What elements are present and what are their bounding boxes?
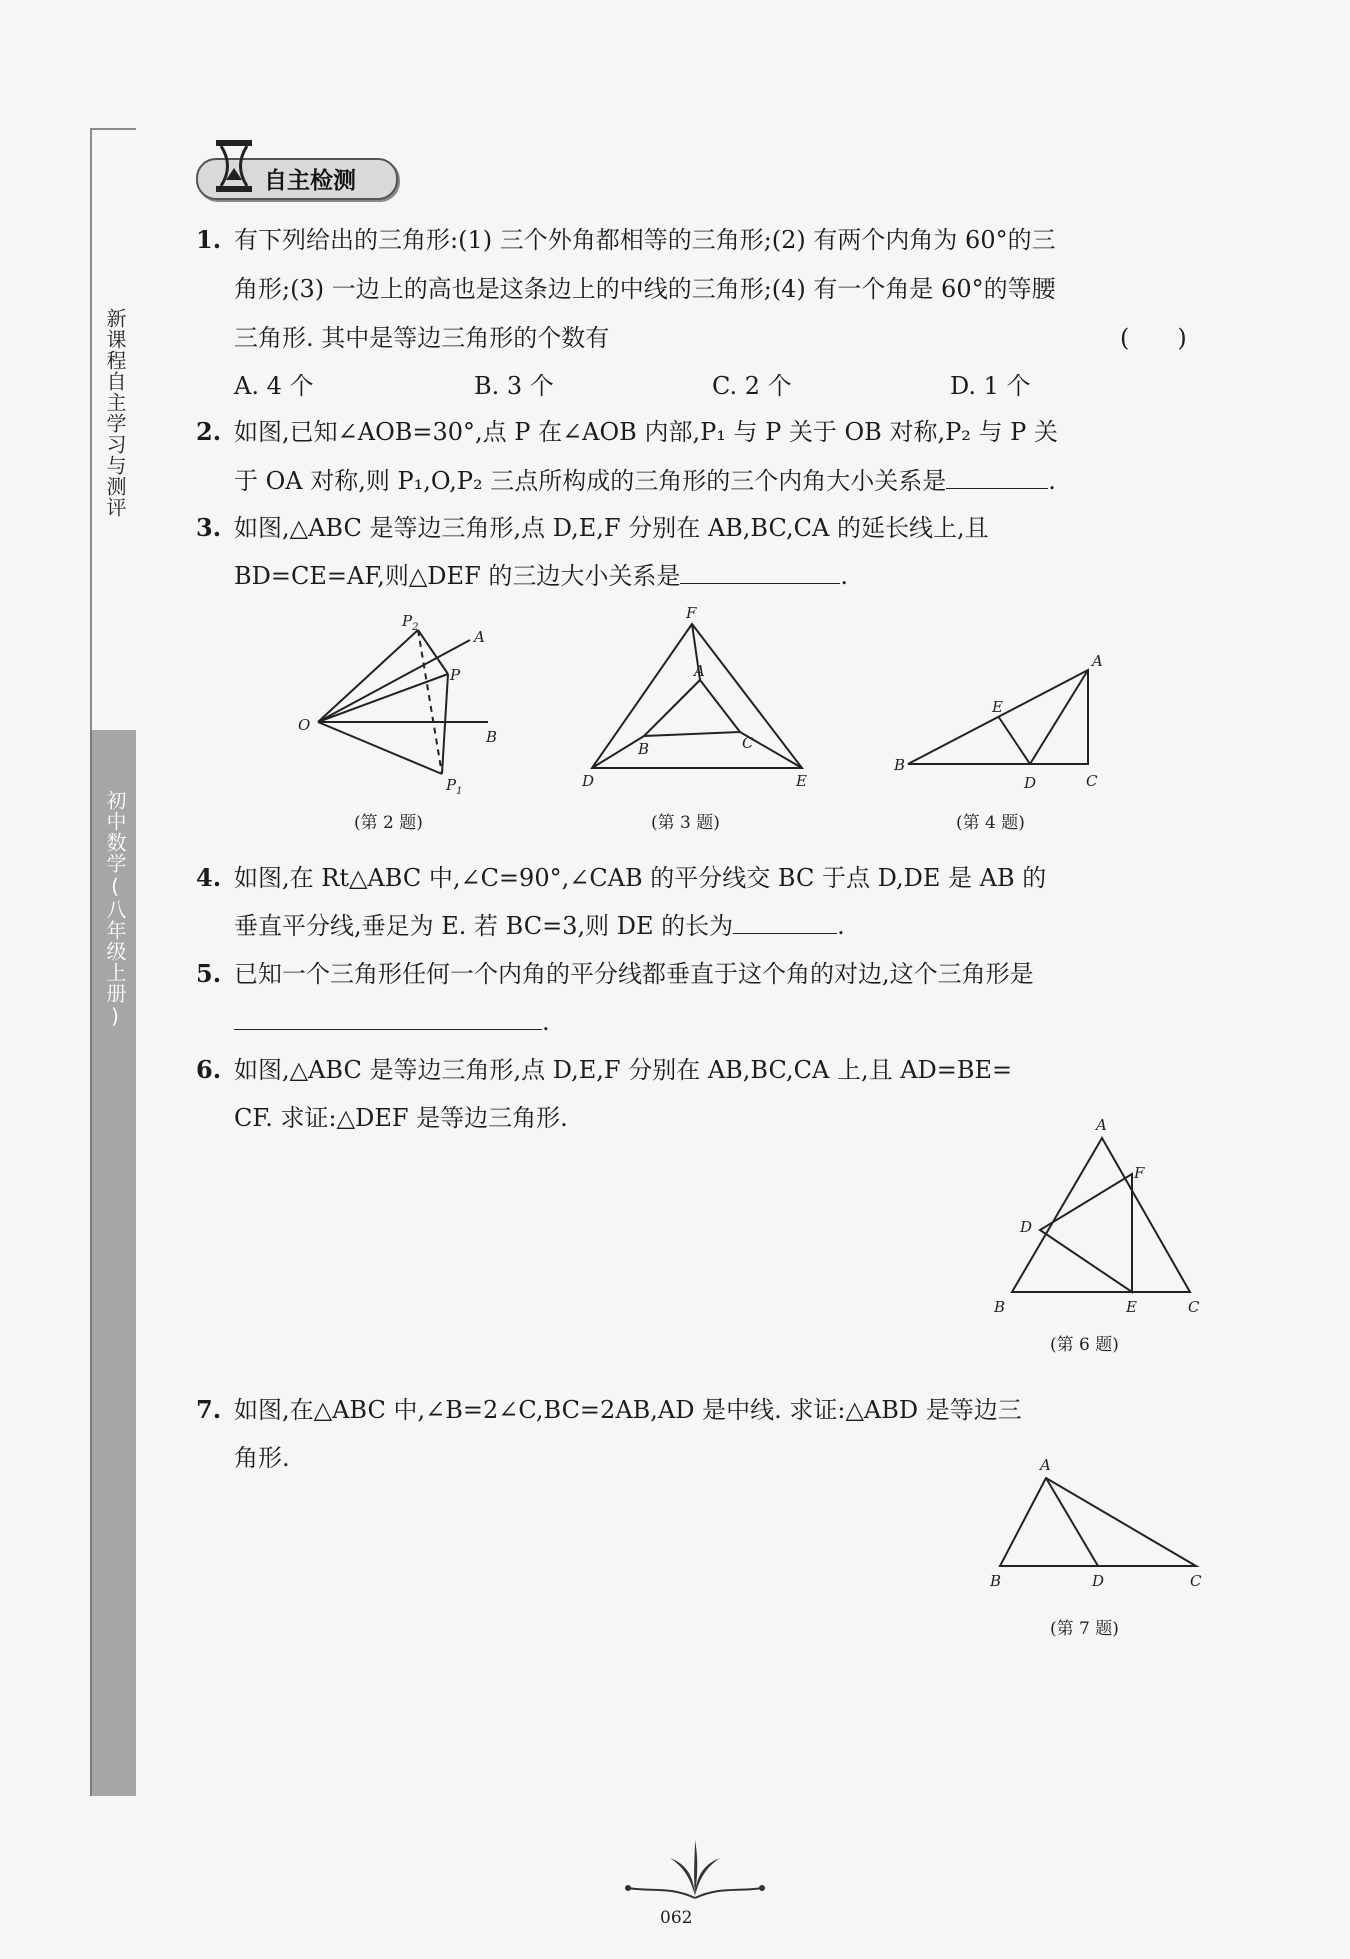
question-6: [196, 1046, 234, 1094]
question-3: [196, 504, 234, 552]
question-text: [234, 998, 550, 1046]
segment-de: [998, 716, 1030, 764]
period: .: [840, 562, 848, 590]
figure-4-caption: (第 4 题): [956, 813, 1025, 833]
label-a: A: [694, 662, 705, 680]
segment-bd: [592, 736, 644, 768]
label-e: E: [992, 698, 1003, 716]
label-b: B: [638, 740, 650, 758]
book-title: 新课程自主学习与测评: [103, 308, 127, 518]
subject-label: 初中数学(八年级上册): [103, 790, 127, 1029]
label-a: A: [1092, 652, 1103, 670]
question-text: 三角形. 其中是等边三角形的个数有: [234, 324, 610, 352]
dashed-p2p1: [418, 630, 442, 774]
question-number: 2.: [196, 417, 222, 446]
segment-ad: [1046, 1478, 1098, 1566]
question-number: 7.: [196, 1395, 222, 1424]
label-b: B: [894, 756, 906, 774]
label-b: B: [486, 728, 498, 746]
question-text: 已知一个三角形任何一个内角的平分线都垂直于这个角的对边,这个三角形是: [234, 960, 1034, 988]
option-d: D. 1 个: [950, 372, 1031, 400]
figure-7-caption: (第 7 题): [1050, 1619, 1119, 1639]
label-c: C: [1086, 772, 1098, 790]
option-c: C. 2 个: [712, 372, 792, 400]
question-2: [196, 408, 234, 456]
question-text: 如图,在 Rt△ABC 中,∠C=90°,∠CAB 的平分线交 BC 于点 D,DE 是 AB 的: [234, 864, 1047, 892]
answer-blank[interactable]: [680, 557, 840, 584]
question-text: [234, 457, 1056, 505]
period: .: [1048, 467, 1056, 495]
page-number: 062: [660, 1908, 693, 1928]
label-a: A: [474, 628, 485, 646]
label-d: D: [1020, 1218, 1033, 1236]
period: .: [542, 1008, 550, 1036]
triangle-abc: [1012, 1138, 1190, 1292]
label-d: D: [1024, 774, 1037, 792]
section-title: 自主检测: [264, 168, 356, 194]
figure-6: [990, 1114, 1220, 1334]
label-f: F: [686, 604, 697, 622]
question-1: [196, 216, 234, 264]
question-text: 如图,在△ABC 中,∠B=2∠C,BC=2AB,AD 是中线. 求证:△ABD 是等边三: [234, 1396, 1022, 1424]
triangle-def: [592, 624, 802, 768]
answer-parentheses: ( ): [1120, 324, 1187, 352]
question-number: 4.: [196, 863, 222, 892]
label-c: C: [742, 734, 754, 752]
label-c: C: [1188, 1298, 1200, 1316]
question-number: 1.: [196, 225, 222, 254]
label-o: O: [298, 716, 311, 734]
question-text: 如图,已知∠AOB=30°,点 P 在∠AOB 内部,P₁ 与 P 关于 OB 对称,P₂ 与 P 关: [234, 418, 1058, 446]
answer-blank[interactable]: [234, 1003, 542, 1030]
segment-pp1: [442, 674, 448, 774]
label-f: F: [1134, 1164, 1145, 1182]
triangle-def: [1040, 1174, 1132, 1292]
question-number: 6.: [196, 1055, 222, 1084]
figure-7: [986, 1454, 1216, 1604]
figure-4: [890, 646, 1120, 796]
period: .: [837, 912, 845, 940]
question-number: 5.: [196, 959, 222, 988]
floral-ornament-icon: [610, 1836, 780, 1906]
question-text-part: 于 OA 对称,则 P₁,O,P₂ 三点所构成的三角形的三个内角大小关系是: [234, 467, 947, 495]
figure-3: [578, 602, 818, 792]
question-text: [234, 902, 845, 950]
label-d: D: [1092, 1572, 1105, 1590]
answer-blank[interactable]: [946, 462, 1048, 489]
triangle-abc: [644, 680, 740, 736]
answer-blank[interactable]: [733, 907, 837, 934]
question-5: [196, 950, 234, 998]
figure-2: [290, 612, 520, 797]
label-p1: $P_1$: [446, 776, 463, 797]
hourglass-icon: [212, 136, 256, 196]
label-b: B: [990, 1572, 1002, 1590]
question-text: CF. 求证:△DEF 是等边三角形.: [234, 1104, 568, 1132]
label-e: E: [1126, 1298, 1137, 1316]
figure-2-caption: (第 2 题): [354, 813, 423, 833]
label-p: P: [450, 666, 461, 684]
question-text: 有下列给出的三角形:(1) 三个外角都相等的三角形;(2) 有两个内角为 60°的三: [234, 226, 1056, 254]
option-a: A. 4 个: [234, 372, 314, 400]
label-d: D: [582, 772, 595, 790]
question-text-part: BD=CE=AF,则△DEF 的三边大小关系是: [234, 562, 681, 590]
question-text: 角形;(3) 一边上的高也是这条边上的中线的三角形;(4) 有一个角是 60°的等腰: [234, 275, 1056, 303]
label-a: A: [1040, 1456, 1051, 1474]
figure-3-caption: (第 3 题): [651, 813, 720, 833]
question-text: 如图,△ABC 是等边三角形,点 D,E,F 分别在 AB,BC,CA 的延长线上,且: [234, 514, 989, 542]
question-text: [234, 552, 848, 600]
label-c: C: [1190, 1572, 1202, 1590]
question-number: 3.: [196, 513, 222, 542]
segment-op1: [318, 722, 442, 774]
label-b: B: [994, 1298, 1006, 1316]
question-7: [196, 1386, 234, 1434]
question-text-part: 垂直平分线,垂足为 E. 若 BC=3,则 DE 的长为: [234, 912, 734, 940]
label-p2: $P_2$: [402, 612, 419, 633]
label-e: E: [796, 772, 807, 790]
question-4: [196, 854, 234, 902]
figure-6-caption: (第 6 题): [1050, 1335, 1119, 1355]
question-text: 如图,△ABC 是等边三角形,点 D,E,F 分别在 AB,BC,CA 上,且 AD=BE=: [234, 1056, 1013, 1084]
label-a: A: [1096, 1116, 1107, 1134]
question-text: 角形.: [234, 1444, 290, 1472]
option-b: B. 3 个: [474, 372, 554, 400]
triangle-abc: [1000, 1478, 1196, 1566]
